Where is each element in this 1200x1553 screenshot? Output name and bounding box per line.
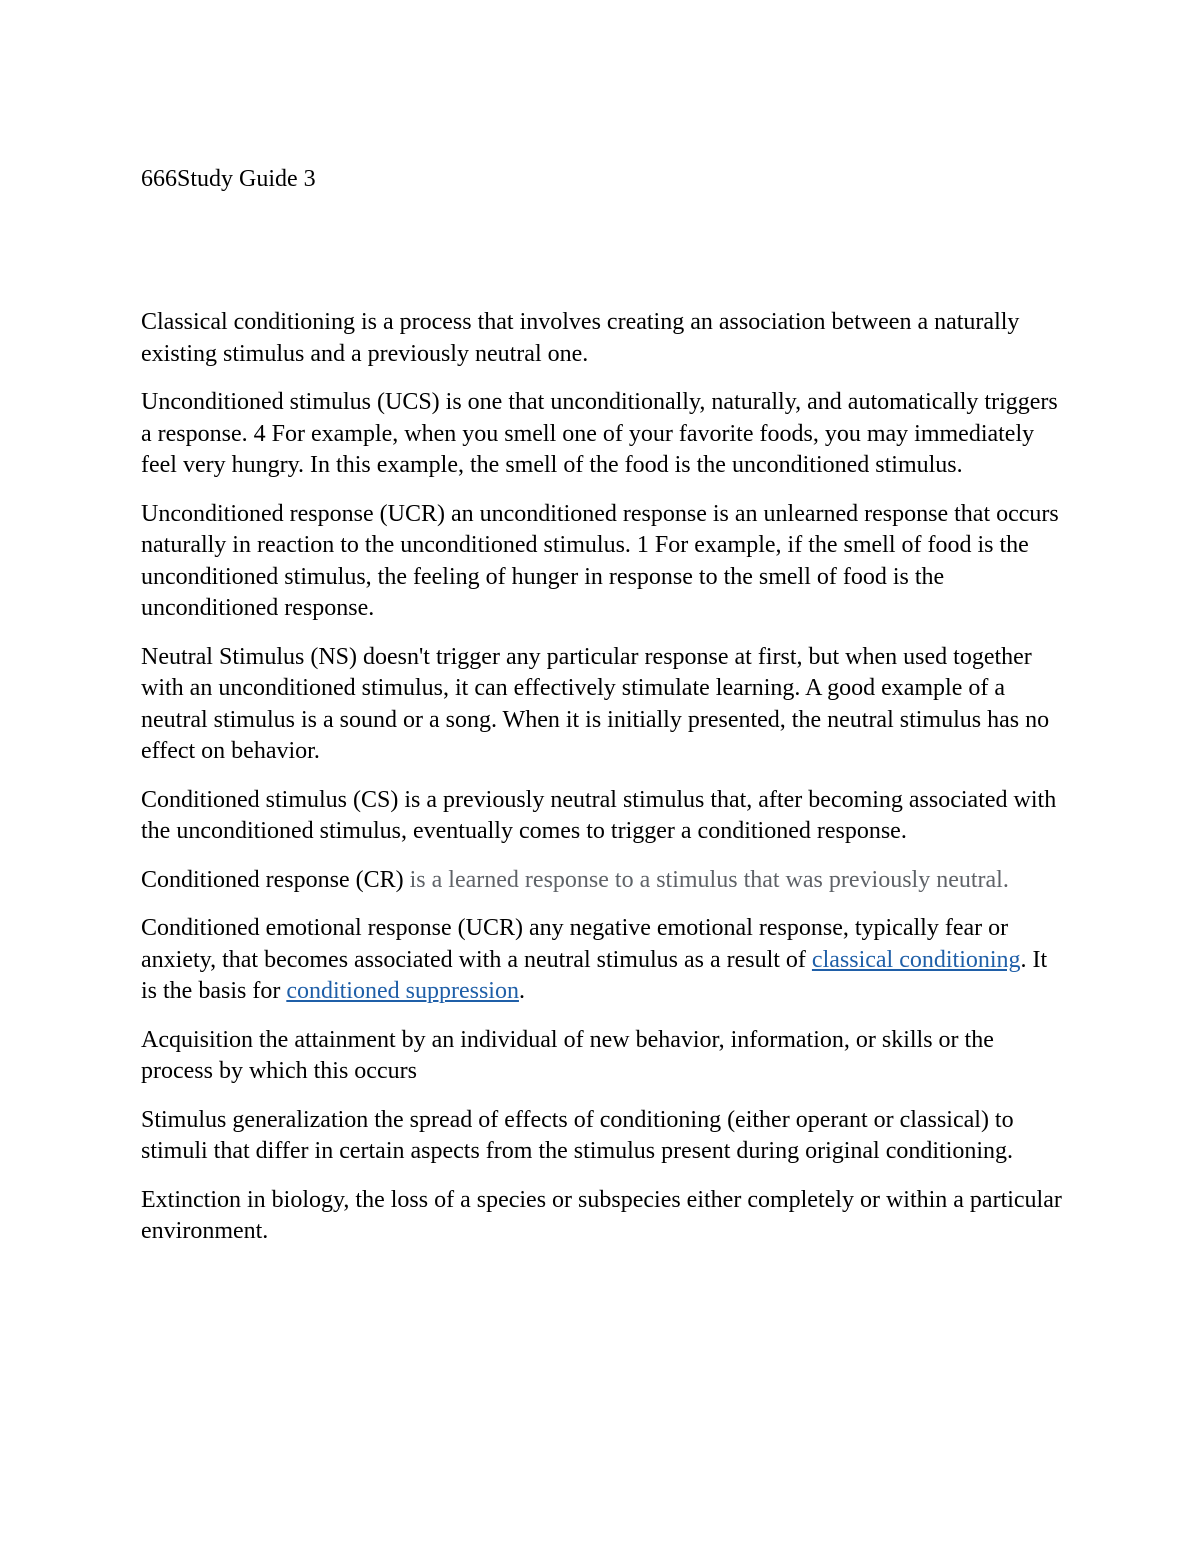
paragraph-unconditioned-response: Unconditioned response (UCR) an unconditioned response is an unlearned response that occurs naturally in reaction to the unconditioned stimulus. 1 For example, if the smell of food is the unconditioned stimulus, the feeling of hunger in response to the smell of food is the unconditioned response. xyxy=(141,500,1059,621)
paragraph-unconditioned-stimulus: Unconditioned stimulus (UCS) is one that unconditionally, naturally, and automatically triggers a response. 4 For example, when you smell one of your favorite foods, you may immediately feel very hungry. In this example, the smell of the food is the unconditioned stimulus. xyxy=(141,389,1058,478)
text-after-link-suppression: . xyxy=(518,978,525,1004)
term-conditioned-response: Conditioned response (CR) xyxy=(141,866,404,893)
paragraph-acquisition: Acquisition the attainment by an individual of new behavior, information, or skills or the process by which this occurs xyxy=(141,1026,994,1084)
paragraph-extinction: Extinction in biology, the loss of a species or subspecies either completely or within a particular environment. xyxy=(141,1186,1062,1244)
document-body xyxy=(141,307,1066,1265)
paragraph-stimulus-generalization: Stimulus generalization the spread of effects of conditioning (either operant or classical) to stimuli that differ in certain aspects from the stimulus present during original conditioning. xyxy=(141,1106,1014,1164)
paragraph-conditioned-emotional-response xyxy=(141,913,1066,1008)
link-classical-conditioning[interactable]: classical conditioning xyxy=(811,946,1021,973)
paragraph-neutral-stimulus: Neutral Stimulus (NS) doesn't trigger any particular response at first, but when used together with an unconditioned stimulus, it can effectively stimulate learning. A good example of a neutral stimulus is a sound or a song. When it is initially presented, the neutral stimulus has no effect on behavior. xyxy=(141,643,1050,764)
text-between-links: . It is the basis for xyxy=(141,946,1048,1004)
document-title: 666Study Guide 3 xyxy=(141,166,316,192)
definition-conditioned-response: is a learned response to a stimulus that was previously neutral. xyxy=(403,866,1009,893)
paragraph-conditioned-stimulus: Conditioned stimulus (CS) is a previously neutral stimulus that, after becoming associated with the unconditioned stimulus, eventually comes to trigger a conditioned response. xyxy=(141,786,1057,844)
text-before-link-classical: Conditioned emotional response (UCR) any negative emotional response, typically fear or anxiety, that becomes associated with a neutral stimulus as a result of xyxy=(141,915,1009,973)
paragraph-conditioned-response xyxy=(141,865,1066,897)
paragraph-classical-conditioning: Classical conditioning is a process that involves creating an association between a naturally existing stimulus and a previously neutral one. xyxy=(141,309,1020,367)
link-conditioned-suppression[interactable]: conditioned suppression xyxy=(286,978,519,1004)
